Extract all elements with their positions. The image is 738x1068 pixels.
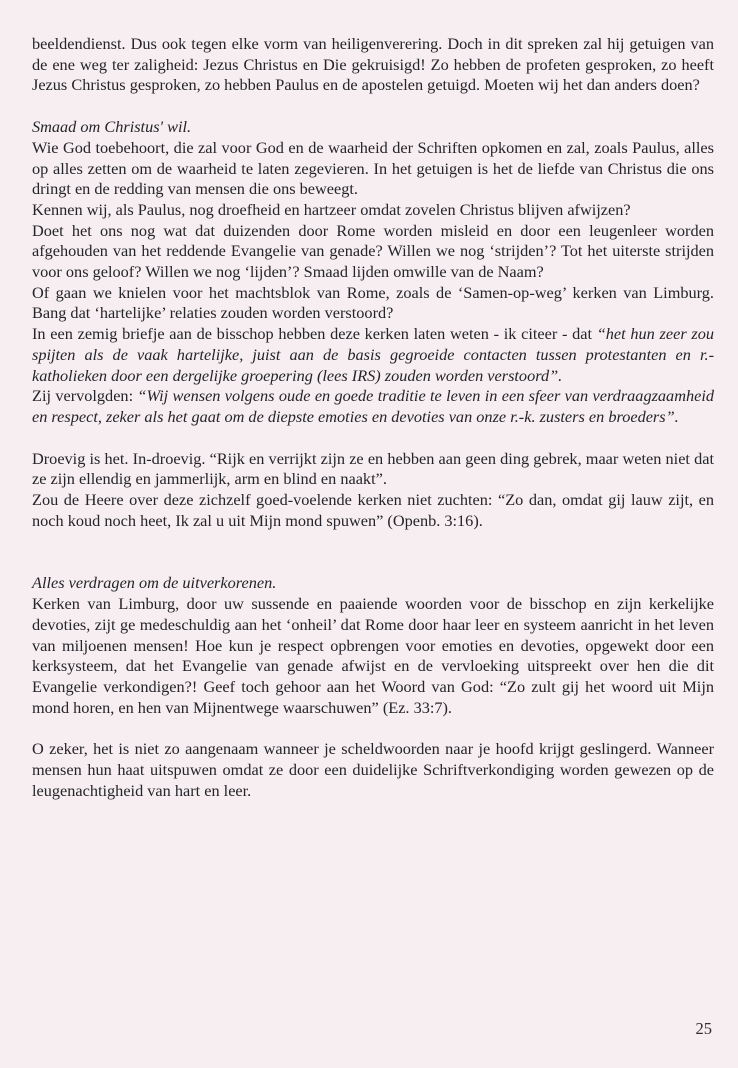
paragraph-6-lead: Zij vervolgden: (32, 386, 138, 406)
section1-paragraph-1: Wie God toebehoort, die zal voor God en de waarheid der Schriften opkomen en zal, zoals Paulus, alles op alles zetten om de waarheid te laten zegevieren. In het getuigen is het de liefde van Christus die ons dringt en de redding van mensen die ons beweegt. (32, 137, 714, 199)
section1-paragraph-2: Kennen wij, als Paulus, nog droefheid en hartzeer omdat zovelen Christus blijven afwijzen? (32, 199, 631, 219)
section1-paragraph-4: Of gaan we knielen voor het machtsblok van Rome, zoals de ‘Samen-op-weg’ kerken van Limburg. Bang dat ‘hartelijke’ relaties zouden worden verstoord? (32, 282, 714, 323)
section2-paragraph-1: Droevig is het. In-droevig. “Rijk en verrijkt zijn ze en hebben aan geen ding gebrek, maar weten niet dat ze zijn ellendig en jammerlijk, arm en blind en naakt”. (32, 448, 714, 489)
section-heading-alles-verdragen: Alles verdragen om de uitverkorenen. (32, 573, 277, 593)
section-heading-smaad: Smaad om Christus' wil. (32, 117, 192, 137)
section1-paragraph-6 (32, 386, 714, 427)
section3-paragraph-1: Kerken van Limburg, door uw sussende en paaiende woorden voor de bisschop en zijn kerkelijke devoties, zijt ge medeschuldig aan het ‘onheil’ dat Rome door haar leer en systeem aanricht in het leven van miljoenen mensen! Hoe kun je respect opbrengen voor emoties en devoties, opgewekt door een kerksysteem, dat het Evangelie van genade afwijst en de vervloeking uitspreekt over hen die dit Evangelie verkondigen?! Geef toch gehoor aan het Woord van God: “Zo zult gij het woord uit Mijn mond horen, en hen van Mijnentwege waarschuwen” (Ez. 33:7). (32, 594, 714, 717)
section1-paragraph-3: Doet het ons nog wat dat duizenden door Rome worden misleid en door een leugenleer worden afgehouden van het reddende Evangelie van genade? Willen we nog ‘strijden’? Tot het uiterste strijden voor ons geloof? Willen we nog ‘lijden’? Smaad lijden omwille van de Naam? (32, 220, 714, 282)
section2-paragraph-2: Zou de Heere over deze zichzelf goed-voelende kerken niet zuchten: “Zo dan, omdat gij lauw zijt, en noch koud noch heet, Ik zal u uit Mijn mond spuwen” (Openb. 3:16). (32, 490, 714, 530)
intro-paragraph: beeldendienst. Dus ook tegen elke vorm van heiligenverering. Doch in dit spreken zal hij getuigen van de ene weg ter zaligheid: Jezus Christus en Die gekruisigd! Zo hebben de profeten gesproken, zo heeft Jezus Christus gesproken, zo hebben Paulus en de apostelen getuigd. Moeten wij het dan anders doen? (32, 34, 714, 95)
paragraph-5-lead: In een zemig briefje aan de bisschop hebben deze kerken laten weten - ik citeer - dat (32, 324, 597, 344)
page-number: 25 (695, 1019, 712, 1039)
paragraph-6-quote: “Wij wensen volgens oude en goede traditie te leven in een sfeer van verdraagzaamheid en respect, zeker als het gaat om de diepste emoties en devoties van onze r.-k. zusters en broeders”. (32, 386, 714, 426)
section3-paragraph-2: O zeker, het is niet zo aangenaam wanneer je scheldwoorden naar je hoofd krijgt geslingerd. Wanneer mensen hun haat uitspuwen omdat ze door een duidelijke Schriftverkondiging worden gewezen op de leugenachtigheid van hart en leer. (32, 739, 714, 800)
paragraph-5-quote: “het hun zeer zou spijten als de vaak hartelijke, juist aan de basis gegroeide contacten tussen protestanten en r.-katholieken door een dergelijke groepering (lees IRS) zouden worden verstoord”. (32, 324, 714, 385)
section1-paragraph-5 (32, 324, 714, 386)
